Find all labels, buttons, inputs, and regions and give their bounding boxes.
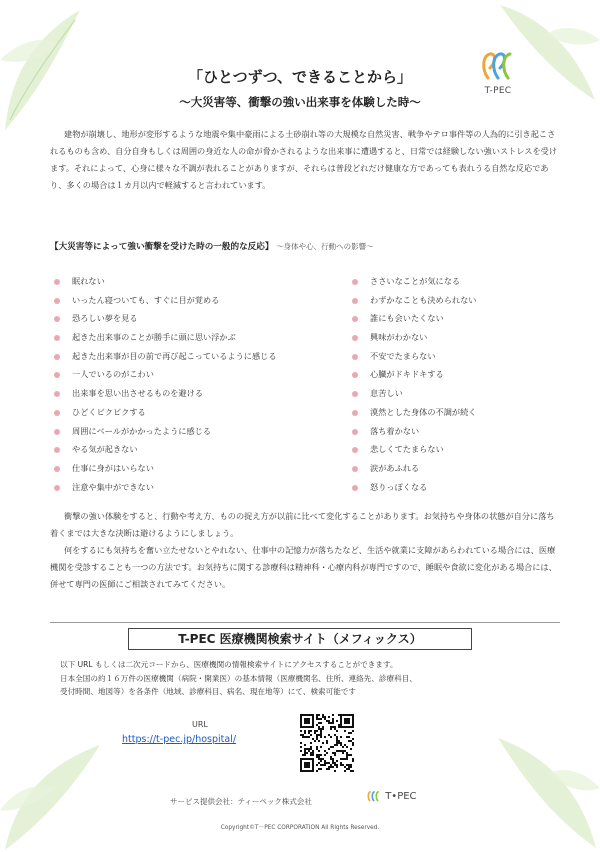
copyright: Copyright©T－PEC CORPORATION All Rights Reserved. [220, 825, 380, 831]
intro-paragraph: 建物が崩壊し、地形が変形するような地震や集中豪雨による土砂崩れ等の大規模な自然災害、戦争やテロ事件等の人為的に引き起こされるものも含め、自分自身もしくは周囲の身近な人の命が脅かされるような出来事に遭遇すると、日常では経験しない強いストレスを受けます。それによって、心身に様々な不調が表れることがありますが、それらは普段どれだけ健康な方であっても表れうる自然な反応であり、多くの場合は１カ月以内で軽減すると言われています。 [50, 129, 558, 190]
list-item [50, 328, 277, 347]
search-site-title: T-PEC 医療機関検索サイト（メフィックス） [128, 628, 472, 650]
list-item [50, 347, 277, 366]
bullet-icon [54, 410, 60, 416]
page-title: 「ひとつずつ、できることから」 [187, 68, 413, 86]
bullet-icon [352, 354, 358, 360]
list-item-text: ひどくビクビクする [72, 406, 146, 417]
tpec-logo-icon [478, 48, 518, 82]
list-item-text: 怒りっぽくなる [370, 481, 428, 492]
bullet-icon [352, 316, 358, 322]
bullet-icon [352, 466, 358, 472]
list-item-text: 不安でたまらない [370, 350, 436, 361]
list-item-text: ささいなことが気になる [370, 276, 461, 286]
list-item-text: 漠然とした身体の不調が続く [370, 406, 477, 417]
list-item [348, 403, 476, 422]
list-item-text: 誰にも会いたくない [370, 313, 444, 324]
list-item [348, 272, 476, 291]
reactions-list-left [50, 272, 277, 496]
list-item [348, 440, 476, 459]
list-item-text: 仕事に身がはいらない [72, 462, 154, 473]
bullet-icon [352, 279, 358, 285]
list-item [348, 384, 476, 403]
service-provider: サービス提供会社：ティーペック株式会社 [170, 797, 312, 806]
bullet-icon [352, 298, 358, 304]
list-item [50, 272, 277, 291]
bullet-icon [54, 391, 60, 397]
leaf-decoration-bottom-left-icon [0, 720, 110, 852]
list-item-text: 落ち着かない [370, 425, 420, 436]
reactions-heading-sub: 〜身体や心、行動への影響〜 [276, 242, 374, 251]
list-item-text: 一人でいるのがこわい [72, 369, 154, 380]
list-item-text: やる気が起きない [72, 444, 138, 455]
list-item-text: わずかなことも決められない [370, 294, 477, 305]
list-item [50, 403, 277, 422]
bullet-icon [352, 410, 358, 416]
advice-paragraph-2: 何をするにも気持ちを奮い立たせないとやれない、仕事中の記憶力が落ちたなど、生活や就業に支障があらわれている場合には、医療機関を受診することも一つの方法です。お気持ちに関する診療科は精神科・心療内科が専門ですので、睡眠や食欲に変化がある場合には、併せて専門の医師にご相談されてみてください。 [50, 545, 557, 589]
reactions-list-right [348, 272, 476, 496]
list-item [50, 384, 277, 403]
list-item-text: 息苦しい [370, 388, 403, 399]
list-item-text: 心臓がドキドキする [370, 369, 444, 380]
bullet-icon [352, 485, 358, 491]
bullet-icon [54, 429, 60, 435]
section-divider [50, 622, 560, 623]
list-item [348, 422, 476, 441]
bullet-icon [352, 447, 358, 453]
list-item-text: 悲しくてたまらない [370, 444, 444, 455]
bullet-icon [352, 429, 358, 435]
list-item [50, 291, 277, 310]
advice-section [50, 508, 560, 593]
page-subtitle: 〜大災害等、衝撃の強い出来事を体験した時〜 [179, 95, 421, 109]
list-item-text: いったん寝ついても、すぐに目が覚める [72, 294, 220, 305]
tpec-logo [468, 48, 528, 104]
url-label: URL [192, 720, 208, 729]
bullet-icon [352, 372, 358, 378]
hospital-search-link[interactable]: https://t-pec.jp/hospital/ [122, 734, 237, 745]
reactions-heading-main: 【大災害等によって強い衝撃を受けた時の一般的な反応】 [50, 242, 274, 252]
list-item [348, 365, 476, 384]
list-item [50, 478, 277, 497]
bullet-icon [54, 279, 60, 285]
list-item-text: 興味がわかない [370, 332, 428, 343]
list-item [348, 309, 476, 328]
reactions-heading [50, 240, 570, 252]
search-site-line-1: 以下 URL もしくは二次元コードから、医療機関の情報検索サイトにアクセスすることができます。 [60, 660, 398, 669]
qr-code-icon[interactable] [300, 714, 354, 772]
list-item-text: 眠れない [72, 276, 105, 286]
list-item [348, 347, 476, 366]
list-item-text: 恐ろしい夢を見る [72, 313, 138, 324]
list-item [50, 440, 277, 459]
list-item-text: 起きた出来事のことが勝手に頭に思い浮かぶ [72, 332, 236, 343]
footer-logo [366, 790, 417, 802]
bullet-icon [54, 316, 60, 322]
bullet-icon [54, 335, 60, 341]
bullet-icon [54, 372, 60, 378]
list-item-text: 注意や集中ができない [72, 481, 154, 492]
bullet-icon [352, 391, 358, 397]
search-site-description [60, 658, 560, 699]
bullet-icon [54, 447, 60, 453]
list-item-text: 出来事を思い出させるものを避ける [72, 388, 204, 399]
bullet-icon [54, 485, 60, 491]
advice-paragraph-1: 衝撃の強い体験をすると、行動や考え方、ものの捉え方が以前に比べて変化することがあります。お気持ちや身体の状態が自分に落ち着くまでは大きな決断は避けるようにしましょう。 [50, 511, 555, 538]
list-item [50, 309, 277, 328]
bullet-icon [54, 466, 60, 472]
search-site-line-3: 受付時間、地図等）を各条件（地域、診療科目、病名、現在地等）にて、検索可能です [60, 687, 356, 696]
bullet-icon [54, 354, 60, 360]
list-item [50, 459, 277, 478]
search-site-line-2: 日本全国の約１６万件の医療機関（病院・開業医）の基本情報（医療機関名、住所、連絡先、診療科目、 [60, 673, 417, 683]
list-item-text: 起きた出来事が目の前で再び起こっているように感じる [72, 350, 277, 361]
list-item [348, 291, 476, 310]
list-item [50, 365, 277, 384]
bullet-icon [54, 298, 60, 304]
list-item [348, 328, 476, 347]
logo-text: T-PEC [484, 86, 512, 96]
list-item-text: 涙があふれる [370, 462, 420, 473]
list-item [348, 478, 476, 497]
list-item [348, 459, 476, 478]
list-item [50, 422, 277, 441]
footer-logo-icon [366, 790, 382, 802]
bullet-icon [352, 335, 358, 341]
footer-logo-text: T•PEC [385, 791, 417, 802]
list-item-text: 周囲にベールがかかったように感じる [72, 425, 212, 436]
